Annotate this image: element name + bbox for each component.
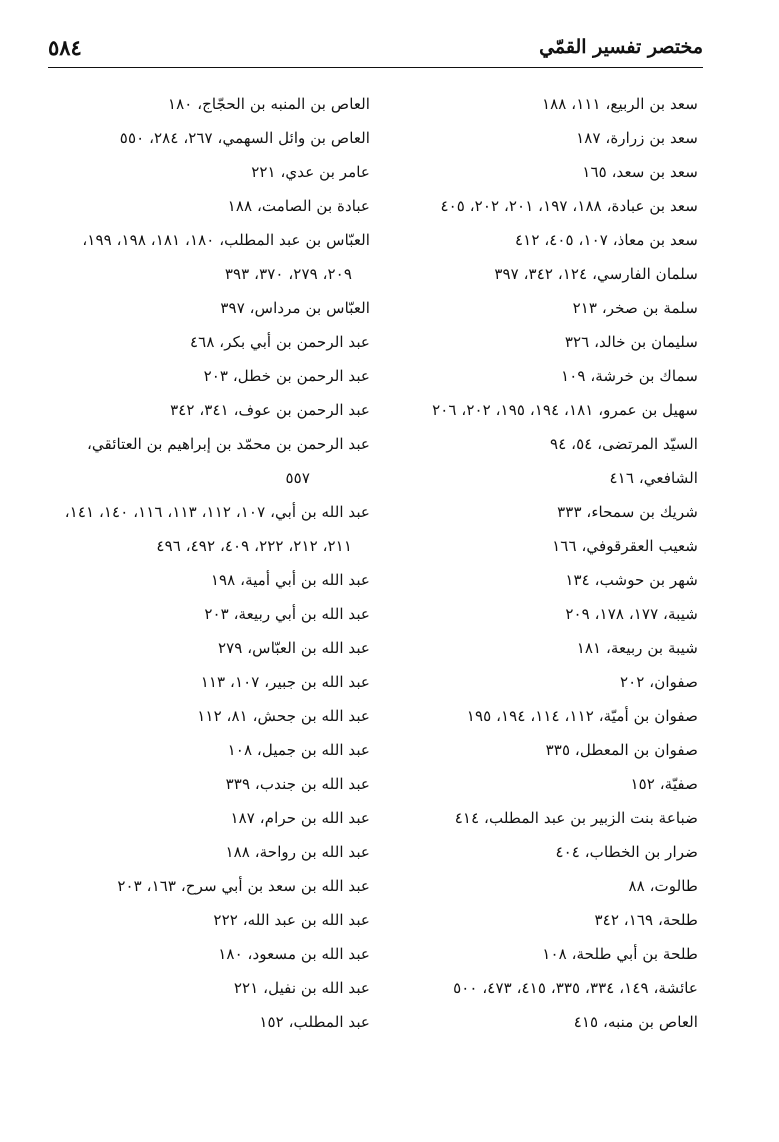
index-entry: شيبة، ١٧٧، ١٧٨، ٢٠٩ [565, 605, 698, 623]
index-entry: سعد بن سعد، ١٦٥ [582, 163, 698, 181]
index-entry: عبد الله بن حرام، ١٨٧ [230, 809, 370, 827]
index-entry: عبد الله بن العبّاس، ٢٧٩ [217, 639, 370, 657]
index-entry: عبد الله بن جميل، ١٠٨ [227, 741, 370, 759]
index-entry: عبد الله بن جبير، ١٠٧، ١١٣ [200, 673, 370, 691]
index-entry: عبد الله بن نفيل، ٢٢١ [233, 979, 370, 997]
index-entry: الشافعي، ٤١٦ [609, 469, 698, 487]
index-entry: عبد الرحمن بن عوف، ٣٤١، ٣٤٢ [170, 401, 370, 419]
index-entry: عبادة بن الصامت، ١٨٨ [227, 197, 370, 215]
index-entry: العبّاس بن عبد المطلب، ١٨٠، ١٨١، ١٩٨، ١٩٩، [82, 231, 370, 249]
index-entry: عامر بن عدي، ٢٢١ [251, 163, 370, 181]
index-entry: عبد الله بن مسعود، ١٨٠ [218, 945, 370, 963]
index-entry: عبد الله بن عبد الله، ٢٢٢ [213, 911, 370, 929]
index-entry: عبد الله بن سعد بن أبي سرح، ١٦٣، ٢٠٣ [117, 877, 370, 895]
index-entry: سعد بن زرارة، ١٨٧ [576, 129, 698, 147]
index-entry: سعد بن عبادة، ١٨٨، ١٩٧، ٢٠١، ٢٠٢، ٤٠٥ [440, 197, 698, 215]
index-entry: عبد الرحمن بن أبي بكر، ٤٦٨ [190, 333, 370, 351]
index-entry: عبد الله بن رواحة، ١٨٨ [225, 843, 370, 861]
index-entry: العاص بن المنبه بن الحجّاج، ١٨٠ [167, 95, 370, 113]
index-entry: عبد الله بن أبي ربيعة، ٢٠٣ [204, 605, 370, 623]
index-entry: سلمان الفارسي، ١٢٤، ٣٤٢، ٣٩٧ [494, 265, 698, 283]
index-entry: شهر بن حوشب، ١٣٤ [565, 571, 698, 589]
index-entry-continuation: ٢٠٩، ٢٧٩، ٣٧٠، ٣٩٣ [224, 265, 352, 283]
index-entry: شيبة بن ربيعة، ١٨١ [576, 639, 698, 657]
index-entry: سعد بن الربيع، ١١١، ١٨٨ [541, 95, 698, 113]
index-entry: عبد الله بن جندب، ٣٣٩ [225, 775, 370, 793]
index-entry: صفوان، ٢٠٢ [619, 673, 698, 691]
index-entry: عبد الله بن جحش، ٨١، ١١٢ [197, 707, 370, 725]
page-number: ٥٨٤ [48, 34, 82, 60]
header-rule [48, 67, 703, 68]
index-entry: عبد الرحمن بن محمّد بن إبراهيم بن العتائقي، [86, 435, 370, 453]
index-entry: طلحة، ١٦٩، ٣٤٢ [594, 911, 698, 929]
index-entry: شريك بن سمحاء، ٣٣٣ [557, 503, 698, 521]
index-entry-continuation: ٢١١، ٢١٢، ٢٢٢، ٤٠٩، ٤٩٢، ٤٩٦ [156, 537, 352, 555]
running-header [48, 30, 703, 64]
index-entry: سليمان بن خالد، ٣٢٦ [564, 333, 698, 351]
index-entry: عبد المطلب، ١٥٢ [259, 1013, 370, 1031]
index-column-left [48, 89, 370, 1041]
index-entry: سماك بن خرشة، ١٠٩ [561, 367, 698, 385]
index-entry: ضرار بن الخطاب، ٤٠٤ [555, 843, 698, 861]
index-entry: ضباعة بنت الزبير بن عبد المطلب، ٤١٤ [454, 809, 698, 827]
index-entry: طالوت، ٨٨ [628, 877, 698, 895]
index-entry: العاص بن وائل السهمي، ٢٦٧، ٢٨٤، ٥٥٠ [119, 129, 370, 147]
index-entry: طلحة بن أبي طلحة، ١٠٨ [542, 945, 698, 963]
index-entry: صفوان بن أميّة، ١١٢، ١١٤، ١٩٤، ١٩٥ [466, 707, 698, 725]
index-entry-continuation: ٥٥٧ [285, 469, 310, 487]
index-entry: عائشة، ١٤٩، ٣٣٤، ٣٣٥، ٤١٥، ٤٧٣، ٥٠٠ [453, 979, 698, 997]
index-entry: عبد الله بن أبي أمية، ١٩٨ [210, 571, 370, 589]
index-entry: عبد الرحمن بن خطل، ٢٠٣ [203, 367, 370, 385]
index-entry: السيّد المرتضى، ٥٤، ٩٤ [550, 435, 698, 453]
index-entry: صفيّة، ١٥٢ [630, 775, 698, 793]
index-entry: العبّاس بن مرداس، ٣٩٧ [220, 299, 370, 317]
index-entry: عبد الله بن أبي، ١٠٧، ١١٢، ١١٣، ١١٦، ١٤٠، ١٤١، [64, 503, 370, 521]
index-entry: سلمة بن صخر، ٢١٣ [572, 299, 698, 317]
index-column-right [376, 89, 698, 1041]
index-entry: العاص بن منبه، ٤١٥ [573, 1013, 698, 1031]
index-entry: صفوان بن المعطل، ٣٣٥ [545, 741, 698, 759]
index-entry: سهيل بن عمرو، ١٨١، ١٩٤، ١٩٥، ٢٠٢، ٢٠٦ [432, 401, 698, 419]
index-entry: سعد بن معاذ، ١٠٧، ٤٠٥، ٤١٢ [515, 231, 698, 249]
index-entry: شعيب العقرقوفي، ١٦٦ [552, 537, 698, 555]
book-title: مختصر تفسير القمّي [539, 36, 703, 58]
